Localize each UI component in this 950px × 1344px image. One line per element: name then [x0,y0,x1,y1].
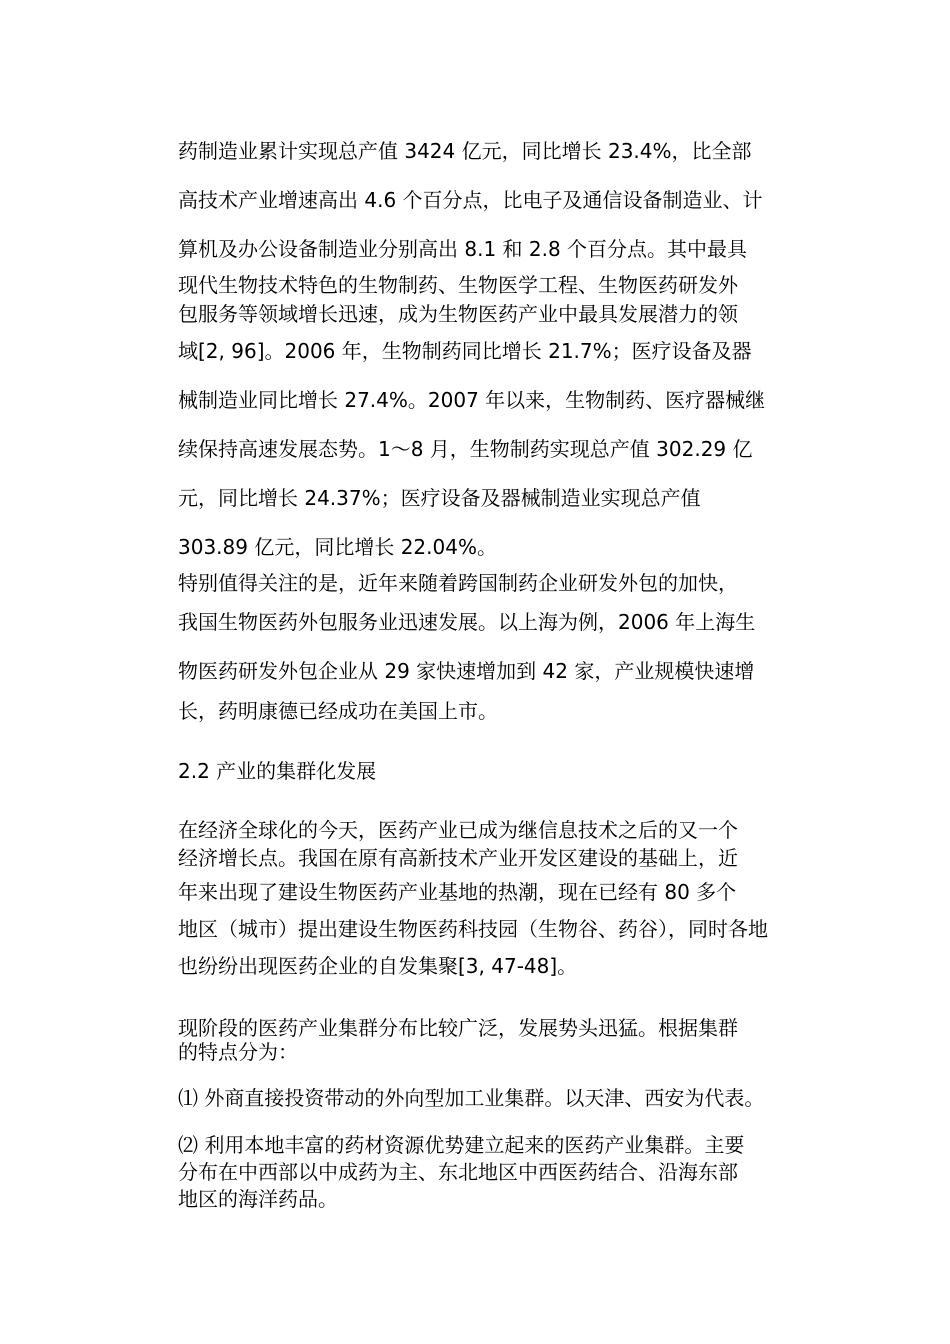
paragraph-2-line: 长，药明康德已经成功在美国上市。 [178,699,498,723]
paragraph-3-line: 也纷纷出现医药企业的自发集聚[3, 47-48]。 [178,954,578,978]
paragraph-1-line: 算机及办公设备制造业分别高出 8.1 和 2.8 个百分点。其中最具 [178,237,748,261]
paragraph-4-line: 现阶段的医药产业集群分布比较广泛，发展势头迅猛。根据集群 [178,1016,738,1040]
paragraph-1-line: 药制造业累计实现总产值 3424 亿元，同比增长 23.4%，比全部 [178,139,752,163]
list-item-1-line: ⑴ 外商直接投资带动的外向型加工业集群。以天津、西安为代表。 [178,1086,765,1110]
list-item-2-line: 地区的海洋药品。 [178,1187,338,1211]
paragraph-3-line: 地区（城市）提出建设生物医药科技园（生物谷、药谷），同时各地 [178,917,768,941]
list-item-2-line: 分布在中西部以中成药为主、东北地区中西医药结合、沿海东部 [178,1160,738,1184]
paragraph-1-line: 械制造业同比增长 27.4%。2007 年以来，生物制药、医疗器械继 [178,388,766,412]
list-item-2-line: ⑵ 利用本地丰富的药材资源优势建立起来的医药产业集群。主要 [178,1133,745,1157]
paragraph-1-line: 现代生物技术特色的生物制药、生物医学工程、生物医药研发外 [178,273,738,297]
paragraph-1-line: 包服务等领域增长迅速，成为生物医药产业中最具发展潜力的领 [178,302,738,326]
paragraph-1-line: 元，同比增长 24.37%；医疗设备及器械制造业实现总产值 [178,486,701,510]
paragraph-3-line: 经济增长点。我国在原有高新技术产业开发区建设的基础上，近 [178,846,738,870]
paragraph-2-line: 特别值得关注的是，近年来随着跨国制药企业研发外包的加快， [178,571,738,595]
paragraph-1-line: 续保持高速发展态势。1～8 月，生物制药实现总产值 302.29 亿 [178,437,753,461]
paragraph-2-line: 我国生物医药外包服务业迅速发展。以上海为例，2006 年上海生 [178,610,756,634]
paragraph-1-line: 303.89 亿元，同比增长 22.04%。 [178,535,497,559]
paragraph-4-line: 的特点分为： [178,1040,298,1064]
paragraph-2-line: 物医药研发外包企业从 29 家快速增加到 42 家，产业规模快速增 [178,659,755,683]
paragraph-3-line: 年来出现了建设生物医药产业基地的热潮，现在已经有 80 多个 [178,880,737,904]
section-heading: 2.2 产业的集群化发展 [178,759,377,783]
paragraph-1-line: 高技术产业增速高出 4.6 个百分点，比电子及通信设备制造业、计 [178,188,763,212]
paragraph-1-line: 域[2, 96]。2006 年，生物制药同比增长 21.7%；医疗设备及器 [178,339,752,363]
paragraph-3-line: 在经济全球化的今天，医药产业已成为继信息技术之后的又一个 [178,818,738,842]
